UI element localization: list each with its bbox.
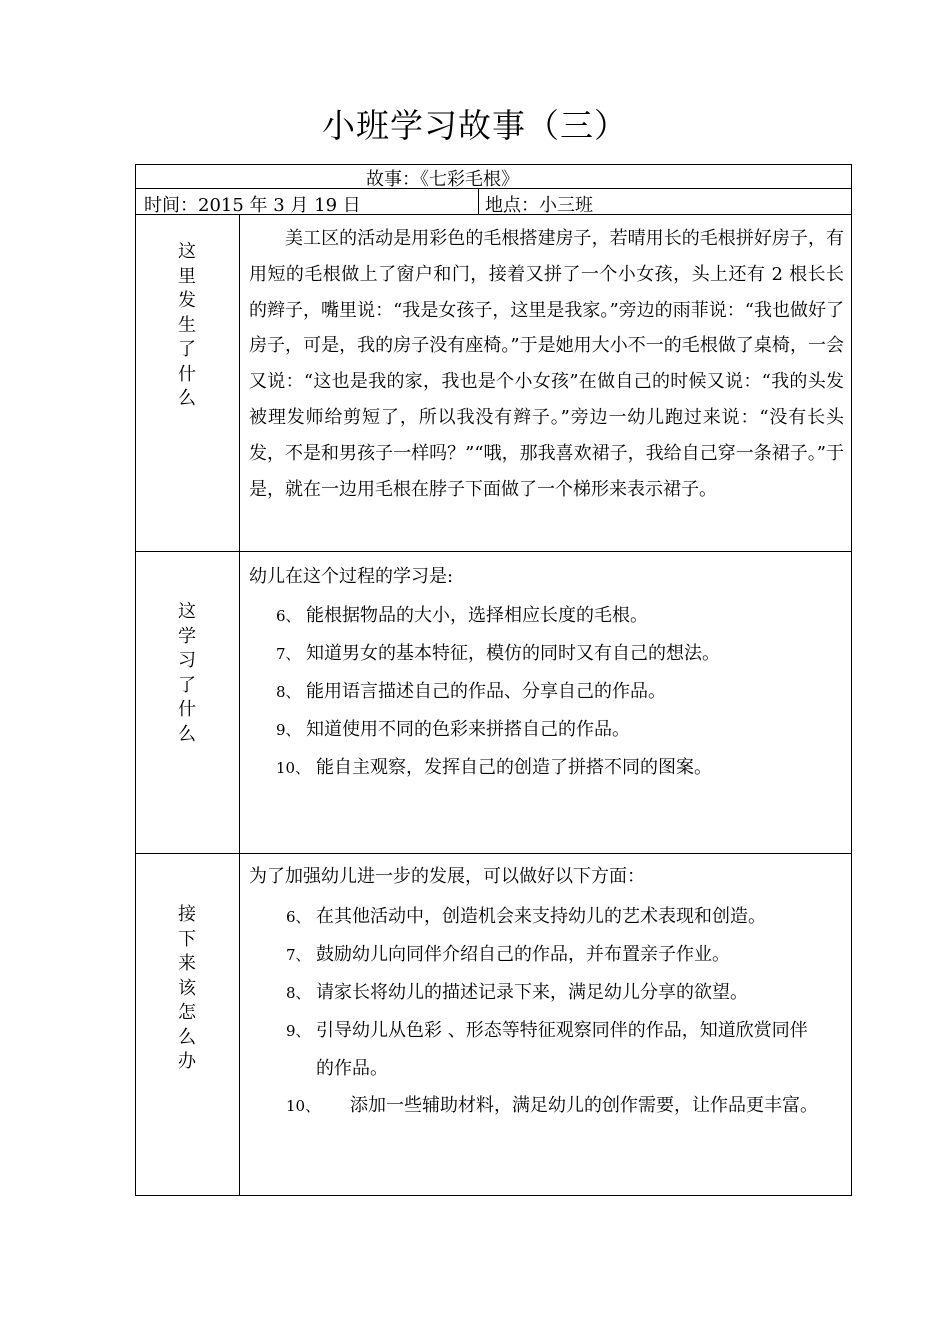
list-item-number: 7、 [276, 645, 301, 663]
list-item-text: 能根据物品的大小，选择相应长度的毛根。 [306, 605, 648, 626]
story-text: 美工区的活动是用彩色的毛根搭建房子，若晴用长的毛根拼好房子，有用短的毛根做上了窗户和门，接着又拼了一个小女孩，头上还有 2 根长长的辫子，嘴里说：“我是女孩子，这里是我家。”旁边的雨菲说：“我也做好了房子，可是，我的房子没有座椅。”于是她用大小不一的毛根做了桌椅，一会又说：“这也是我的家，我也是个小女孩”在做自己的时候又说：“我的头发被理发师给剪短了，所以我没有辫子。”旁边一幼儿跑过来说：“没有长头发，不是和男孩子一样吗？”“哦，那我喜欢裙子，我给自己穿一条裙子。”于是，就在一边用毛根在脖子下面做了一个梯形来表示裙子。 [249, 228, 844, 500]
list-item-number: 10、 [276, 759, 311, 777]
row-divider [135, 551, 852, 552]
list-item-text-continued: 的作品。 [316, 1058, 388, 1079]
list-item-text: 知道男女的基本特征，模仿的同时又有自己的想法。 [306, 643, 720, 664]
label-char: 么 [178, 388, 196, 409]
page-title: 小班学习故事（三） [322, 106, 628, 145]
table-border-bottom [135, 1195, 852, 1196]
column-divider [478, 188, 479, 215]
learned-list [276, 597, 720, 787]
label-char: 来 [178, 953, 196, 974]
label-char: 怎 [178, 1002, 196, 1023]
label-char: 下 [178, 928, 196, 950]
list-item-number: 6、 [286, 908, 311, 926]
list-item-number: 9、 [286, 1022, 311, 1040]
list-item-number: 6、 [276, 607, 301, 625]
label-char: 什 [178, 699, 196, 720]
list-item-text: 请家长将幼儿的描述记录下来，满足幼儿分享的欲望。 [316, 982, 748, 1003]
section-label-what-next [135, 903, 239, 1075]
place-field: 地点：小三班 [485, 195, 593, 216]
list-item-number: 10、 [286, 1097, 321, 1115]
list-item-number: 7、 [286, 946, 311, 964]
list-item [286, 974, 818, 1012]
label-char: 里 [178, 265, 196, 287]
label-char: 学 [178, 625, 196, 647]
list-item-text: 能自主观察，发挥自己的创造了拼搭不同的图案。 [316, 757, 712, 778]
label-char: 这 [178, 601, 196, 622]
list-item-text: 知道使用不同的色彩来拼搭自己的作品。 [306, 719, 630, 740]
next-list [286, 898, 818, 1125]
label-char: 这 [178, 241, 196, 262]
label-char: 习 [178, 650, 196, 671]
learned-intro: 幼儿在这个过程的学习是: [249, 566, 454, 587]
list-item-number: 8、 [276, 683, 301, 701]
list-item-number: 9、 [276, 721, 301, 739]
list-item [276, 749, 720, 787]
list-item [286, 1012, 818, 1087]
list-item [286, 898, 818, 936]
row-divider [135, 853, 852, 854]
list-item-number: 8、 [286, 984, 311, 1002]
label-char: 发 [178, 290, 196, 311]
list-item-text: 在其他活动中，创造机会来支持幼儿的艺术表现和创造。 [316, 906, 766, 927]
list-item [276, 597, 720, 635]
section-label-what-learned [135, 600, 239, 747]
list-item [276, 673, 720, 711]
time-field: 时间：2015 年 3 月 19 日 [144, 195, 361, 216]
list-item-text: 引导幼儿从色彩 、形态等特征观察同伴的作品，知道欣赏同伴 [316, 1020, 808, 1041]
label-char: 该 [178, 977, 196, 999]
label-char: 接 [178, 904, 196, 925]
label-char: 了 [178, 674, 196, 696]
list-item-text: 能用语言描述自己的作品、分享自己的作品。 [306, 681, 666, 702]
list-item-text: 鼓励幼儿向同伴介绍自己的作品，并布置亲子作业。 [316, 944, 730, 965]
label-char: 生 [178, 314, 196, 336]
list-item-text: 添加一些辅助材料，满足幼儿的创作需要，让作品更丰富。 [350, 1095, 818, 1116]
label-char: 么 [178, 723, 196, 745]
list-item [276, 711, 720, 749]
next-intro: 为了加强幼儿进一步的发展，可以做好以下方面： [249, 866, 645, 887]
story-title: 故事：《七彩毛根》 [366, 169, 519, 190]
list-item [276, 635, 720, 673]
list-item [286, 936, 818, 974]
section-label-what-happened [135, 240, 239, 412]
table-border-right [851, 164, 852, 1196]
column-divider [239, 214, 240, 1196]
learning-story-table [135, 164, 852, 1196]
list-item [286, 1087, 818, 1125]
label-char: 了 [178, 339, 196, 360]
label-char: 办 [178, 1051, 196, 1072]
label-char: 什 [178, 363, 196, 385]
label-char: 么 [178, 1026, 196, 1048]
